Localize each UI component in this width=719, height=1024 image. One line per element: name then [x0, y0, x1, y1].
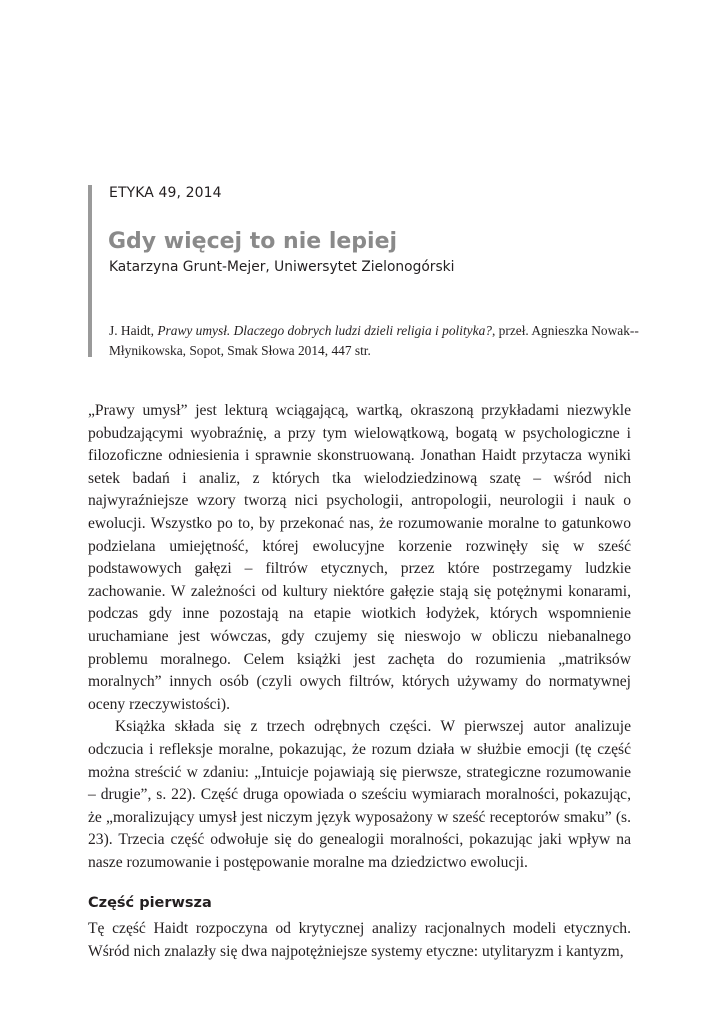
journal-issue: ETYKA 49, 2014: [109, 185, 222, 201]
paragraph-1: „Prawy umysł” jest lekturą wciągającą, wartką, okraszoną przykładami niezwykle pobudzającymi wyobraźnię, a przy tym wielowątkową, bogatą w psychologiczne i filozoficzne odniesienia i sprawnie skonstruowaną. Jonathan Haidt przytacza wyniki setek badań i analiz, z których tka wielodziedzinową szatę – wśród nich najwyraźniejsze wzory tworzą nici psychologii, antropologii, neurologii i nauk o ewolucji. Wszystko po to, by przekonać nas, że rozumowanie moralne to gatunkowo podzielana umiejętność, której ewolucyjne korzenie rozwinęły się w sześć podstawowych gałęzi – filtrów etycznych, przez które postrzegamy ludzkie zachowanie. W zależności od kultury niektóre gałęzie stają się potężnymi konarami, podczas gdy inne pozostają na etapie wiotkich łodyżek, których wspomnienie uruchamiane jest wówczas, gdy czujemy się nieswojo w obliczu niebanalnego problemu moralnego. Celem książki jest zachęta do rozumienia „matriksów moralnych” innych osób (czyli owych filtrów, których używamy do normatywnej oceny rzeczywistości).: [88, 402, 631, 713]
book-reference: [109, 321, 639, 361]
article-title: Gdy więcej to nie lepiej: [108, 229, 398, 254]
reference-prefix: J. Haidt,: [109, 323, 158, 338]
article-body: [88, 400, 631, 964]
article-author: Katarzyna Grunt-Mejer, Uniwersytet Zielonogórski: [109, 259, 455, 275]
section-heading: Część pierwsza: [88, 895, 212, 912]
paragraph-3: Tę część Haidt rozpoczyna od krytycznej analizy racjonalnych modeli etycznych. Wśród nich znalazły się dwa najpotężniejsze systemy etyczne: utylitaryzm i kantyzm,: [88, 920, 631, 961]
reference-book-title: Prawy umysł. Dlaczego dobrych ludzi dzieli religia i polityka?: [157, 323, 492, 338]
reference-suffix: , przeł. Agnieszka Nowak--Młynikowska, Sopot, Smak Słowa 2014, 447 str.: [109, 323, 639, 358]
article-header: [88, 185, 648, 357]
paragraph-2: Książka składa się z trzech odrębnych części. W pierwszej autor analizuje odczucia i refleksje moralne, pokazując, że rozum działa w służbie emocji (tę część można streścić w zdaniu: „Intuicje pojawiają się pierwsze, strategiczne rozumowanie – drugie”, s. 22). Część druga opowiada o sześciu wymiarach moralności, pokazując, że „moralizujący umysł jest niczym język wyposażony w sześć receptorów smaku” (s. 23). Trzecia część odwołuje się do genealogii moralności, pokazując jaki wpływ na nasze rozumowanie i postępowanie moralne ma dziedzictwo ewolucji.: [88, 718, 631, 871]
